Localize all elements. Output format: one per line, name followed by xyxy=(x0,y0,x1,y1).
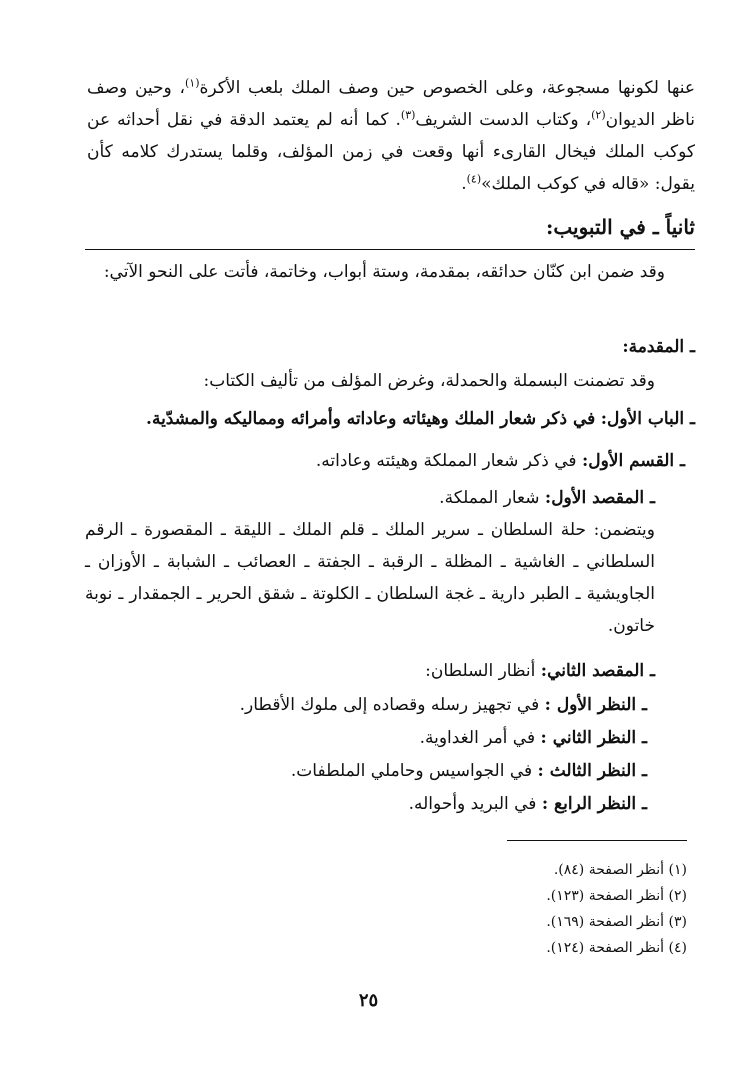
muqaddima-text: وقد تضمنت البسملة والحمدلة، وغرض المؤلف من تأليف الكتاب: xyxy=(203,371,655,391)
nazar-text: في الجواسيس وحاملي الملطفات. xyxy=(290,761,533,781)
page-number: ٢٥ xyxy=(358,990,379,1011)
intro-text-3: ، وكتاب الدست الشريف xyxy=(415,110,592,130)
maqsad2-text: أنظار السلطان: xyxy=(425,661,536,681)
muqaddima-title: ـ المقدمة: xyxy=(622,337,695,357)
intro-text-1: عنها لكونها مسجوعة، وعلى الخصوص حين وصف الملك بلعب الأكرة xyxy=(199,78,695,98)
maqsad1-line xyxy=(439,483,655,513)
nazar-label: ـ النظر الرابع : xyxy=(541,794,647,814)
intro-text-2: ، وحين وصف ناظر الديوان xyxy=(87,78,695,130)
qism1-line xyxy=(316,446,685,476)
nazar-label: ـ النظر الأول : xyxy=(544,695,647,715)
maqsad1-label: ـ المقصد الأول: xyxy=(544,488,655,508)
footnote-ref-4: (٤) xyxy=(466,172,482,186)
footnote-ref-2: (٢) xyxy=(591,108,606,122)
nazar-item xyxy=(409,789,647,819)
footnote-ref-3: (٣) xyxy=(400,108,416,122)
section-heading: ثانياً ـ في التبويب: xyxy=(546,215,695,239)
heading-underline xyxy=(85,249,695,250)
nazar-item xyxy=(291,756,647,786)
qism1-text: في ذكر شعار المملكة وهيئته وعاداته. xyxy=(315,451,577,471)
intro-paragraph xyxy=(87,72,695,200)
nazar-text: في أمر الغداوية. xyxy=(419,728,536,748)
nazar-label: ـ النظر الثالث : xyxy=(537,761,647,781)
footnote-separator xyxy=(507,840,687,841)
footnote: (١) أنظر الصفحة (٨٤). xyxy=(553,862,687,878)
footnote: (٣) أنظر الصفحة (١٦٩). xyxy=(546,914,687,930)
bab1-line xyxy=(146,404,695,434)
footnote: (٤) أنظر الصفحة (١٢٤). xyxy=(546,940,687,956)
nazar-label: ـ النظر الثاني : xyxy=(540,728,647,748)
bab1-label: ـ الباب الأول: xyxy=(600,409,695,429)
maqsad1-text: شعار المملكة. xyxy=(439,488,540,508)
footnote: (٢) أنظر الصفحة (١٢٣). xyxy=(546,888,687,904)
nazar-item xyxy=(420,723,647,753)
maqsad2-line xyxy=(425,656,655,686)
maqsad1-body: ويتضمن: حلة السلطان ـ سرير الملك ـ قلم الملك ـ الليقة ـ المقصورة ـ الرقم السلطاني ـ الغاشية ـ المظلة ـ الرقبة ـ الجفتة ـ العصائب ـ الشبابة ـ الأوزان ـ الجاويشية ـ الطبر دارية ـ غجة السلطان ـ الكلوتة ـ شقق الحرير ـ الجمقدار ـ نوبة خاتون. xyxy=(85,520,655,636)
bab1-text: في ذكر شعار الملك وهيئاته وعاداته وأمرائه ومماليكه والمشدّية. xyxy=(146,409,596,429)
nazar-item xyxy=(240,690,647,720)
qism1-label: ـ القسم الأول: xyxy=(581,451,685,471)
section-paragraph: وقد ضمن ابن كنّان حدائقه، بمقدمة، وستة أبواب، وخاتمة، فأتت على النحو الآتي: xyxy=(103,262,665,282)
nazar-text: في تجهيز رسله وقصاده إلى ملوك الأقطار. xyxy=(239,695,540,715)
nazar-text: في البريد وأحواله. xyxy=(408,794,537,814)
maqsad2-label: ـ المقصد الثاني: xyxy=(540,661,655,681)
footnote-ref-1: (١) xyxy=(185,76,200,90)
intro-text-5: . xyxy=(461,174,467,194)
intro-text-4: . كما أنه لم يعتمد الدقة في نقل أحداثه عن كوكب الملك فيخال القارىء أنها وقعت في زمن المؤلف، وقلما يستدرك كلامه كأن يقول: «قاله في كوكب الملك» xyxy=(87,110,695,194)
